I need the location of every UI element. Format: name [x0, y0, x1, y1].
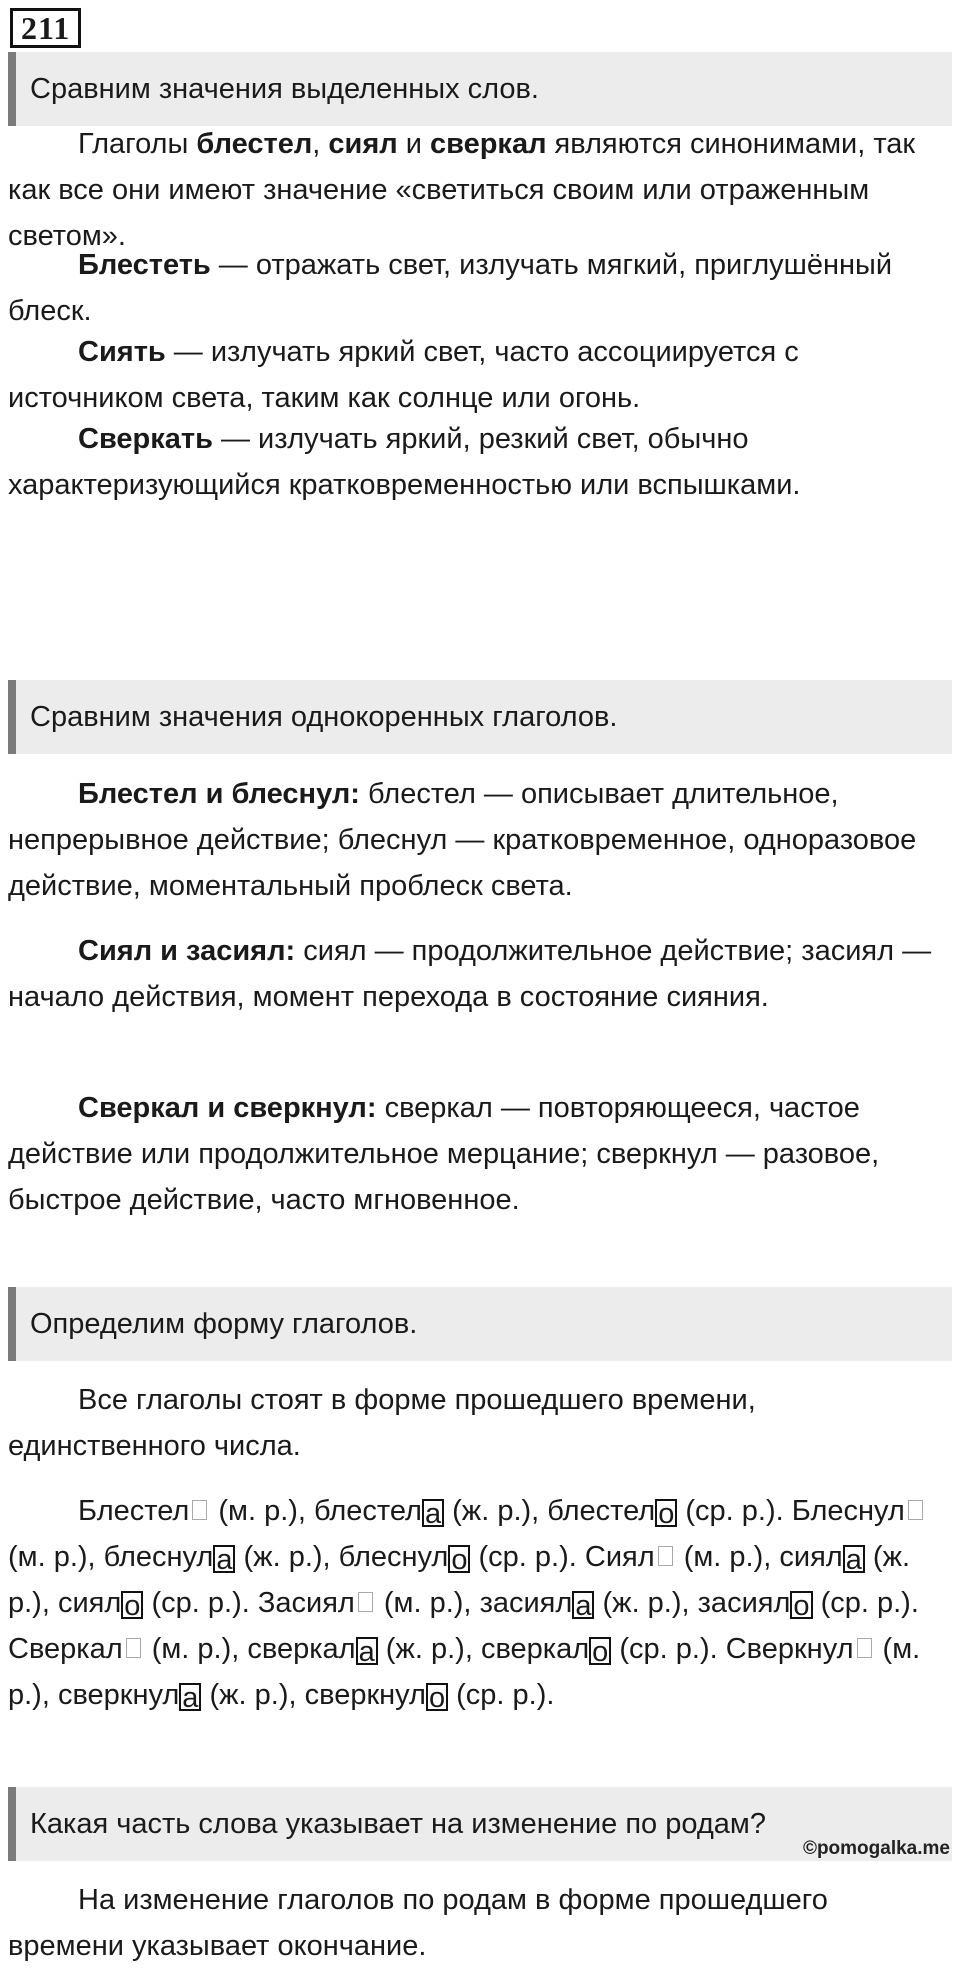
text: Глаголы — [78, 128, 197, 160]
term: Сверкал и сверкнул: — [78, 1092, 377, 1124]
gender-label: (м. р.), — [675, 1541, 780, 1573]
ending-box: а — [572, 1591, 594, 1619]
gender-label: (ж. р.), — [444, 1495, 548, 1527]
verb-form: сиял — [57, 1587, 122, 1619]
ending-box: о — [655, 1499, 677, 1527]
highlight-word: блестел — [196, 128, 313, 160]
gender-label: (м. р.), — [210, 1495, 315, 1527]
verb-form: сверкнул — [57, 1679, 180, 1711]
verb-form: Блеснул — [791, 1495, 905, 1527]
paragraph-definition-sverkat — [8, 416, 938, 508]
text: На изменение глаголов по родам в форме прошедшего времени указывает окончание. — [8, 1884, 828, 1962]
section-header-2 — [8, 680, 952, 754]
gender-label: (ср. р.). — [611, 1633, 726, 1665]
gender-label: (ср. р.). — [812, 1587, 919, 1619]
gender-label: (ср. р.). — [448, 1679, 555, 1711]
comparison-text: сверкал — повторяющееся, частое действие или продолжительное мерцание; сверкнул — разовое, быстрое действие, часто мгновенное. — [8, 1092, 880, 1216]
definition-text: — отражать свет, излучать мягкий, приглушённый блеск. — [8, 249, 893, 327]
comparison-text: сиял — продолжительное действие; засиял — начало действия, момент перехода в состояние сияния. — [8, 935, 932, 1013]
text: и — [397, 128, 431, 160]
gender-label: (м. р.), — [375, 1587, 480, 1619]
null-ending-box — [126, 1638, 141, 1658]
verb-form: блеснул — [338, 1541, 449, 1573]
ending-box: о — [448, 1545, 470, 1573]
term: Сиял и засиял: — [78, 935, 296, 967]
paragraph-siyal-zasiyal — [8, 928, 938, 1020]
null-ending-box — [857, 1638, 872, 1658]
ending-box: а — [179, 1683, 201, 1711]
definition-text: — излучать яркий свет, часто ассоциируется с источником света, таким как солнце или огонь. — [8, 336, 799, 414]
term: Сиять — [78, 336, 166, 368]
ending-box: о — [589, 1637, 611, 1665]
gender-label: (м. р.), — [8, 1541, 104, 1573]
ending-box: а — [213, 1545, 235, 1573]
verb-form: блестел — [314, 1495, 422, 1527]
null-ending-box — [658, 1546, 673, 1566]
paragraph-sverkal-sverknul — [8, 1085, 938, 1223]
verb-form: сверкал — [480, 1633, 590, 1665]
null-ending-box — [358, 1592, 373, 1612]
text: , — [312, 128, 329, 160]
verb-form: Сверкнул — [725, 1633, 854, 1665]
verb-form: засиял — [697, 1587, 791, 1619]
gender-label: (ср. р.). — [470, 1541, 585, 1573]
gender-label: (м. р.), — [143, 1633, 248, 1665]
section-header-text: Определим форму глаголов. — [30, 1307, 418, 1340]
verb-form: сверкал — [247, 1633, 356, 1665]
paragraph-conclusion — [8, 1877, 938, 1969]
section-header-1 — [8, 52, 952, 126]
highlight-word: сверкал — [430, 128, 547, 160]
section-header-3 — [8, 1287, 952, 1361]
gender-label: (ж. р.), — [235, 1541, 339, 1573]
verb-form: Сиял — [584, 1541, 655, 1573]
paragraph-gender-forms — [8, 1488, 938, 1718]
term: Блестеть — [78, 249, 211, 281]
section-header-text: Какая часть слова указывает на изменение по родам? — [30, 1807, 766, 1840]
gender-label: (ж. р.), — [201, 1679, 305, 1711]
text: Все глаголы стоят в форме прошедшего времени, единственного числа. — [8, 1384, 756, 1462]
verb-form: Засиял — [257, 1587, 355, 1619]
definition-text: — излучать яркий, резкий свет, обычно характеризующийся кратковременностью или вспышками. — [8, 423, 801, 501]
ending-box: а — [843, 1545, 865, 1573]
paragraph-synonyms — [8, 121, 938, 259]
section-header-text: Сравним значения однокоренных глаголов. — [30, 700, 618, 733]
gender-label: (ср. р.). — [143, 1587, 258, 1619]
term: Сверкать — [78, 423, 213, 455]
verb-form: блеснул — [103, 1541, 214, 1573]
gender-label: (ж. р.), — [594, 1587, 698, 1619]
task-number: 211 — [10, 8, 81, 48]
null-ending-box — [192, 1500, 207, 1520]
ending-box: о — [790, 1591, 812, 1619]
section-header-text: Сравним значения выделенных слов. — [30, 72, 539, 105]
paragraph-definition-siyat — [8, 329, 938, 421]
gender-label: (ср. р.). — [677, 1495, 792, 1527]
verb-form: засиял — [479, 1587, 573, 1619]
verb-form: блестел — [547, 1495, 656, 1527]
watermark: ©pomogalka.me — [802, 1838, 950, 1859]
gender-label: (ж. р.), — [8, 1541, 911, 1619]
verb-form: сверкнул — [304, 1679, 426, 1711]
paragraph-blestel-blesnul — [8, 771, 938, 909]
gender-label: (ж. р.), — [377, 1633, 481, 1665]
text: являются синонимами, так как все они имеют значение «светиться своим или отраженным светом». — [8, 128, 916, 252]
verb-form: Блестел — [78, 1495, 190, 1527]
highlight-word: сиял — [328, 128, 398, 160]
paragraph-verb-form — [8, 1377, 938, 1469]
paragraph-definition-blestet — [8, 242, 938, 334]
term: Блестел и блеснул: — [78, 778, 360, 810]
verb-form: Сверкал — [8, 1633, 123, 1665]
ending-box: о — [426, 1683, 448, 1711]
comparison-text: блестел — описывает длительное, непрерывное действие; блеснул — кратковременное, одноразовое действие, моментальный проблеск света. — [8, 778, 917, 902]
null-ending-box — [908, 1500, 923, 1520]
verb-form: сиял — [779, 1541, 843, 1573]
ending-box: а — [422, 1499, 444, 1527]
ending-box: а — [356, 1637, 378, 1665]
ending-box: о — [121, 1591, 143, 1619]
gender-label: (м. р.), — [8, 1633, 921, 1711]
